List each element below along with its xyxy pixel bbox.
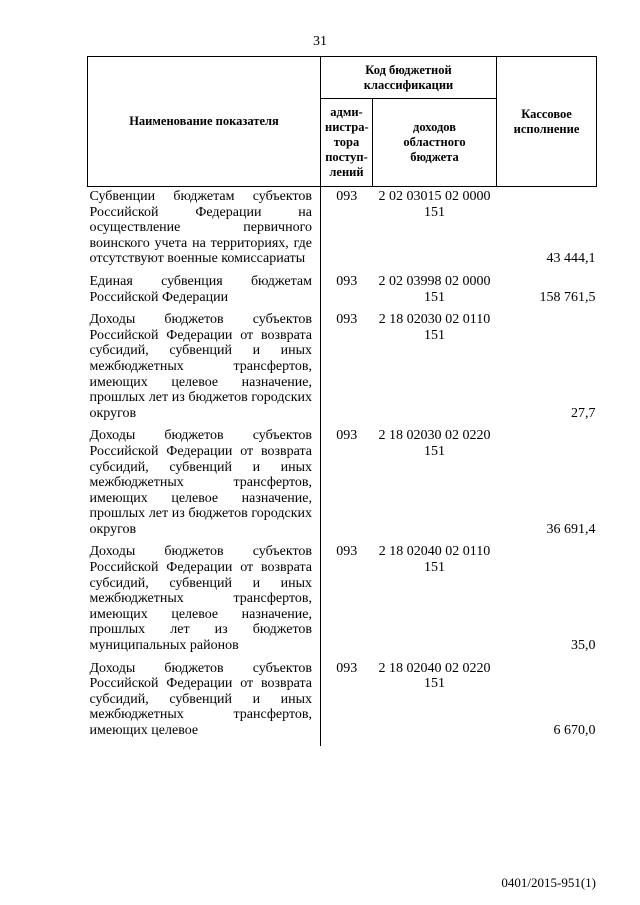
- row-admin: 093: [321, 544, 373, 660]
- row-amount: 158 761,5: [539, 289, 596, 305]
- header-name: Наименование показателя: [88, 57, 321, 187]
- header-revenues: доходов областного бюджета: [373, 99, 497, 187]
- table-header: [88, 57, 597, 187]
- row-name: Доходы бюджетов субъектов Российской Федерации от возврата субсидий, субвенций и иных межбюджетных трансфертов, имеющих целевое назначение, прошлых лет из бюджетов городских округов: [89, 428, 312, 537]
- row-admin: 093: [321, 274, 373, 312]
- header-code-group: Код бюджетной классификации: [321, 57, 497, 99]
- footer-code: 0401/2015-951(1): [501, 875, 596, 890]
- row-admin: 093: [321, 428, 373, 544]
- row-admin: 093: [321, 187, 373, 274]
- page-number: 31: [313, 34, 327, 49]
- table-body: [88, 187, 597, 746]
- row-code: 2 02 03998 02 0000 151: [378, 273, 491, 305]
- table-row: [88, 428, 597, 544]
- table-row: [88, 312, 597, 428]
- row-amount: 27,7: [571, 405, 596, 421]
- row-admin: 093: [321, 312, 373, 428]
- table-row: [88, 274, 597, 312]
- row-code: 2 18 02040 02 0110 151: [378, 544, 491, 576]
- header-administrator: адми-нистра-тора поступ-лений: [321, 99, 373, 187]
- row-amount: 43 444,1: [546, 251, 596, 267]
- row-code: 2 18 02040 02 0220 151: [378, 660, 491, 692]
- row-name: Единая субвенция бюджетам Российской Федерации: [89, 273, 312, 305]
- table-row: [88, 544, 597, 660]
- row-code: 2 18 02030 02 0220 151: [378, 428, 491, 459]
- row-name: Доходы бюджетов субъектов Российской Федерации от возврата субсидий, субвенций и иных межбюджетных трансфертов, имеющих целевое назначение, прошлых лет из бюджетов муниципальных районов: [89, 544, 312, 654]
- table-row: [88, 187, 597, 274]
- row-code: 2 18 02030 02 0110 151: [378, 312, 491, 343]
- row-code: 2 02 03015 02 0000 151: [378, 189, 491, 220]
- row-name: Доходы бюджетов субъектов Российской Федерации от возврата субсидий, субвенций и иных межбюджетных трансфертов, имеющих целевое: [89, 660, 312, 738]
- header-cash: Кассовое исполнение: [497, 57, 597, 187]
- budget-table: [87, 56, 597, 746]
- row-amount: 6 670,0: [553, 723, 596, 738]
- row-name: Субвенции бюджетам субъектов Российской Федерации на осуществление первичного воинского учета на территориях, где отсутствуют военные комиссариаты: [89, 189, 312, 267]
- row-admin: 093: [321, 661, 373, 746]
- row-amount: 35,0: [571, 638, 596, 654]
- row-amount: 36 691,4: [546, 521, 596, 537]
- table-row: [88, 661, 597, 746]
- row-name: Доходы бюджетов субъектов Российской Федерации от возврата субсидий, субвенций и иных межбюджетных трансфертов, имеющих целевое назначение, прошлых лет из бюджетов городских округов: [89, 312, 312, 421]
